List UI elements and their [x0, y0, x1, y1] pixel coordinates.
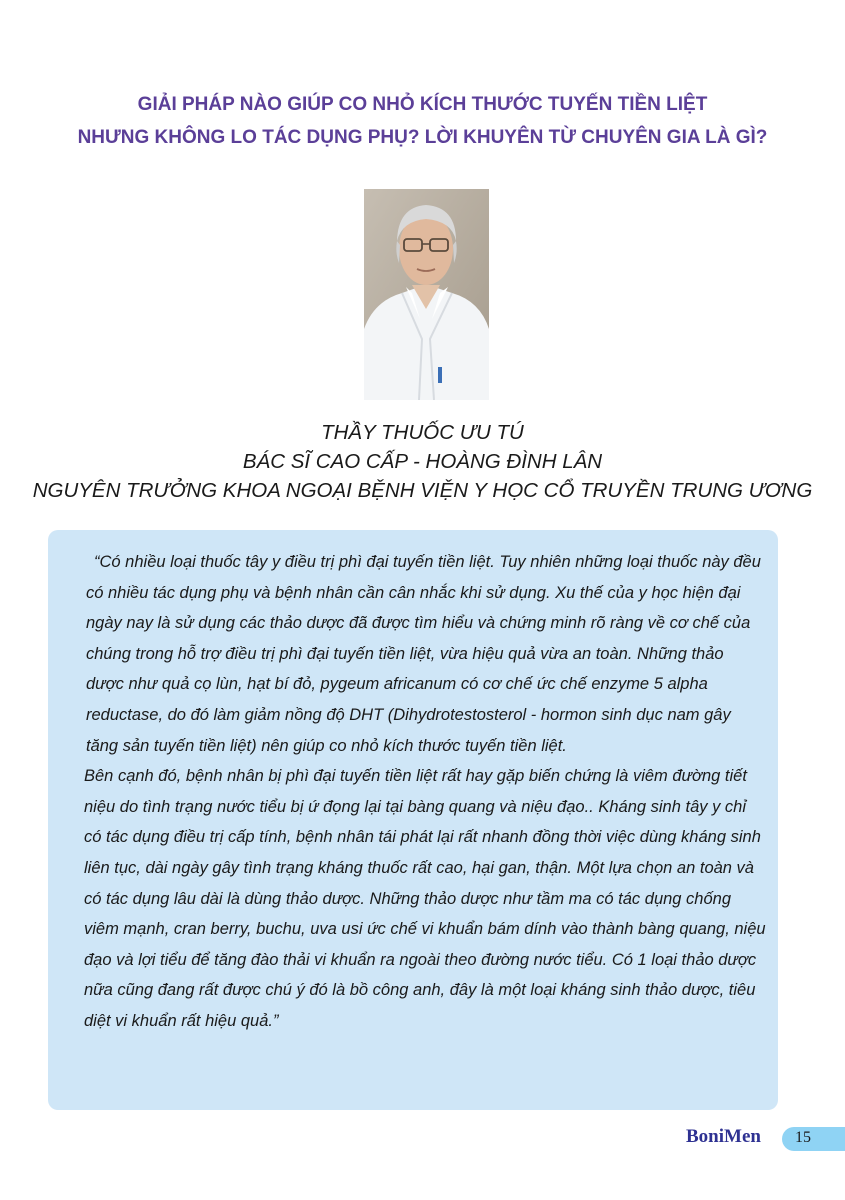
- article-title-line-1: GIẢI PHÁP NÀO GIÚP CO NHỎ KÍCH THƯỚC TUYẾN TIỀN LIỆT: [137, 94, 708, 115]
- doctor-position: NGUYÊN TRƯỞNG KHOA NGOẠI BỆNH VIỆN Y HỌC CỔ TRUYỀN TRUNG ƯƠNG: [32, 479, 813, 502]
- brand-logo: BoniMen: [686, 1126, 761, 1147]
- doctor-name: BÁC SĨ CAO CẤP - HOÀNG ĐÌNH LÂN: [242, 450, 603, 473]
- expert-quote: [86, 547, 766, 1037]
- doctor-credentials: [20, 418, 825, 505]
- page-number: 15: [795, 1129, 811, 1146]
- quote-paragraph-2: Bên cạnh đó, bệnh nhân bị phì đại tuyến tiền liệt rất hay gặp biến chứng là viêm đường tiết niệu do tình trạng nước tiểu bị ứ đọng lại tại bàng quang và niệu đạo.. Kháng sinh tây y chỉ có tác dụng điều trị cấp tính, bệnh nhân tái phát lại rất nhanh đồng thời việc dùng kháng sinh liên tục, dài ngày gây tình trạng kháng thuốc rất cao, hại gan, thận. Một lựa chọn an toàn và có tác dụng lâu dài là dùng thảo dược. Những thảo dược như tầm ma có tác dụng chống viêm mạnh, cran berry, buchu, uva usi ức chế vi khuẩn bám dính vào thành bàng quang, niệu đạo và lợi tiểu để tăng đào thải vi khuẩn ra ngoài theo đường nước tiểu. Có 1 loại thảo dược nữa cũng đang rất được chú ý đó là bồ công anh, đây là một loại kháng sinh thảo dược, tiêu diệt vi khuẩn rất hiệu quả.”: [84, 767, 766, 1030]
- doctor-honor: THẦY THUỐC ƯU TÚ: [321, 421, 524, 444]
- article-title-line-2: NHƯNG KHÔNG LO TÁC DỤNG PHỤ? LỜI KHUYÊN TỪ CHUYÊN GIA LÀ GÌ?: [77, 127, 768, 148]
- page-number-tab: [782, 1127, 845, 1151]
- quote-paragraph-1: “Có nhiều loại thuốc tây y điều trị phì đại tuyến tiền liệt. Tuy nhiên những loại thuốc này đều có nhiều tác dụng phụ và bệnh nhân cần cân nhắc khi sử dụng. Xu thế của y học hiện đại ngày nay là sử dụng các thảo dược đã được tìm hiểu và chứng minh rõ ràng về cơ chế của chúng trong hỗ trợ điều trị phì đại tuyến tiền liệt, vừa hiệu quả vừa an toàn. Những thảo dược như quả cọ lùn, hạt bí đỏ, pygeum africanum có cơ chế ức chế enzyme 5 alpha reductase, do đó làm giảm nồng độ DHT (Dihydrotestosterol - hormon sinh dục nam gây tăng sản tuyến tiền liệt) nên giúp co nhỏ kích thước tuyến tiền liệt.: [86, 553, 761, 755]
- article-title: [40, 88, 805, 154]
- doctor-photo: [364, 189, 489, 400]
